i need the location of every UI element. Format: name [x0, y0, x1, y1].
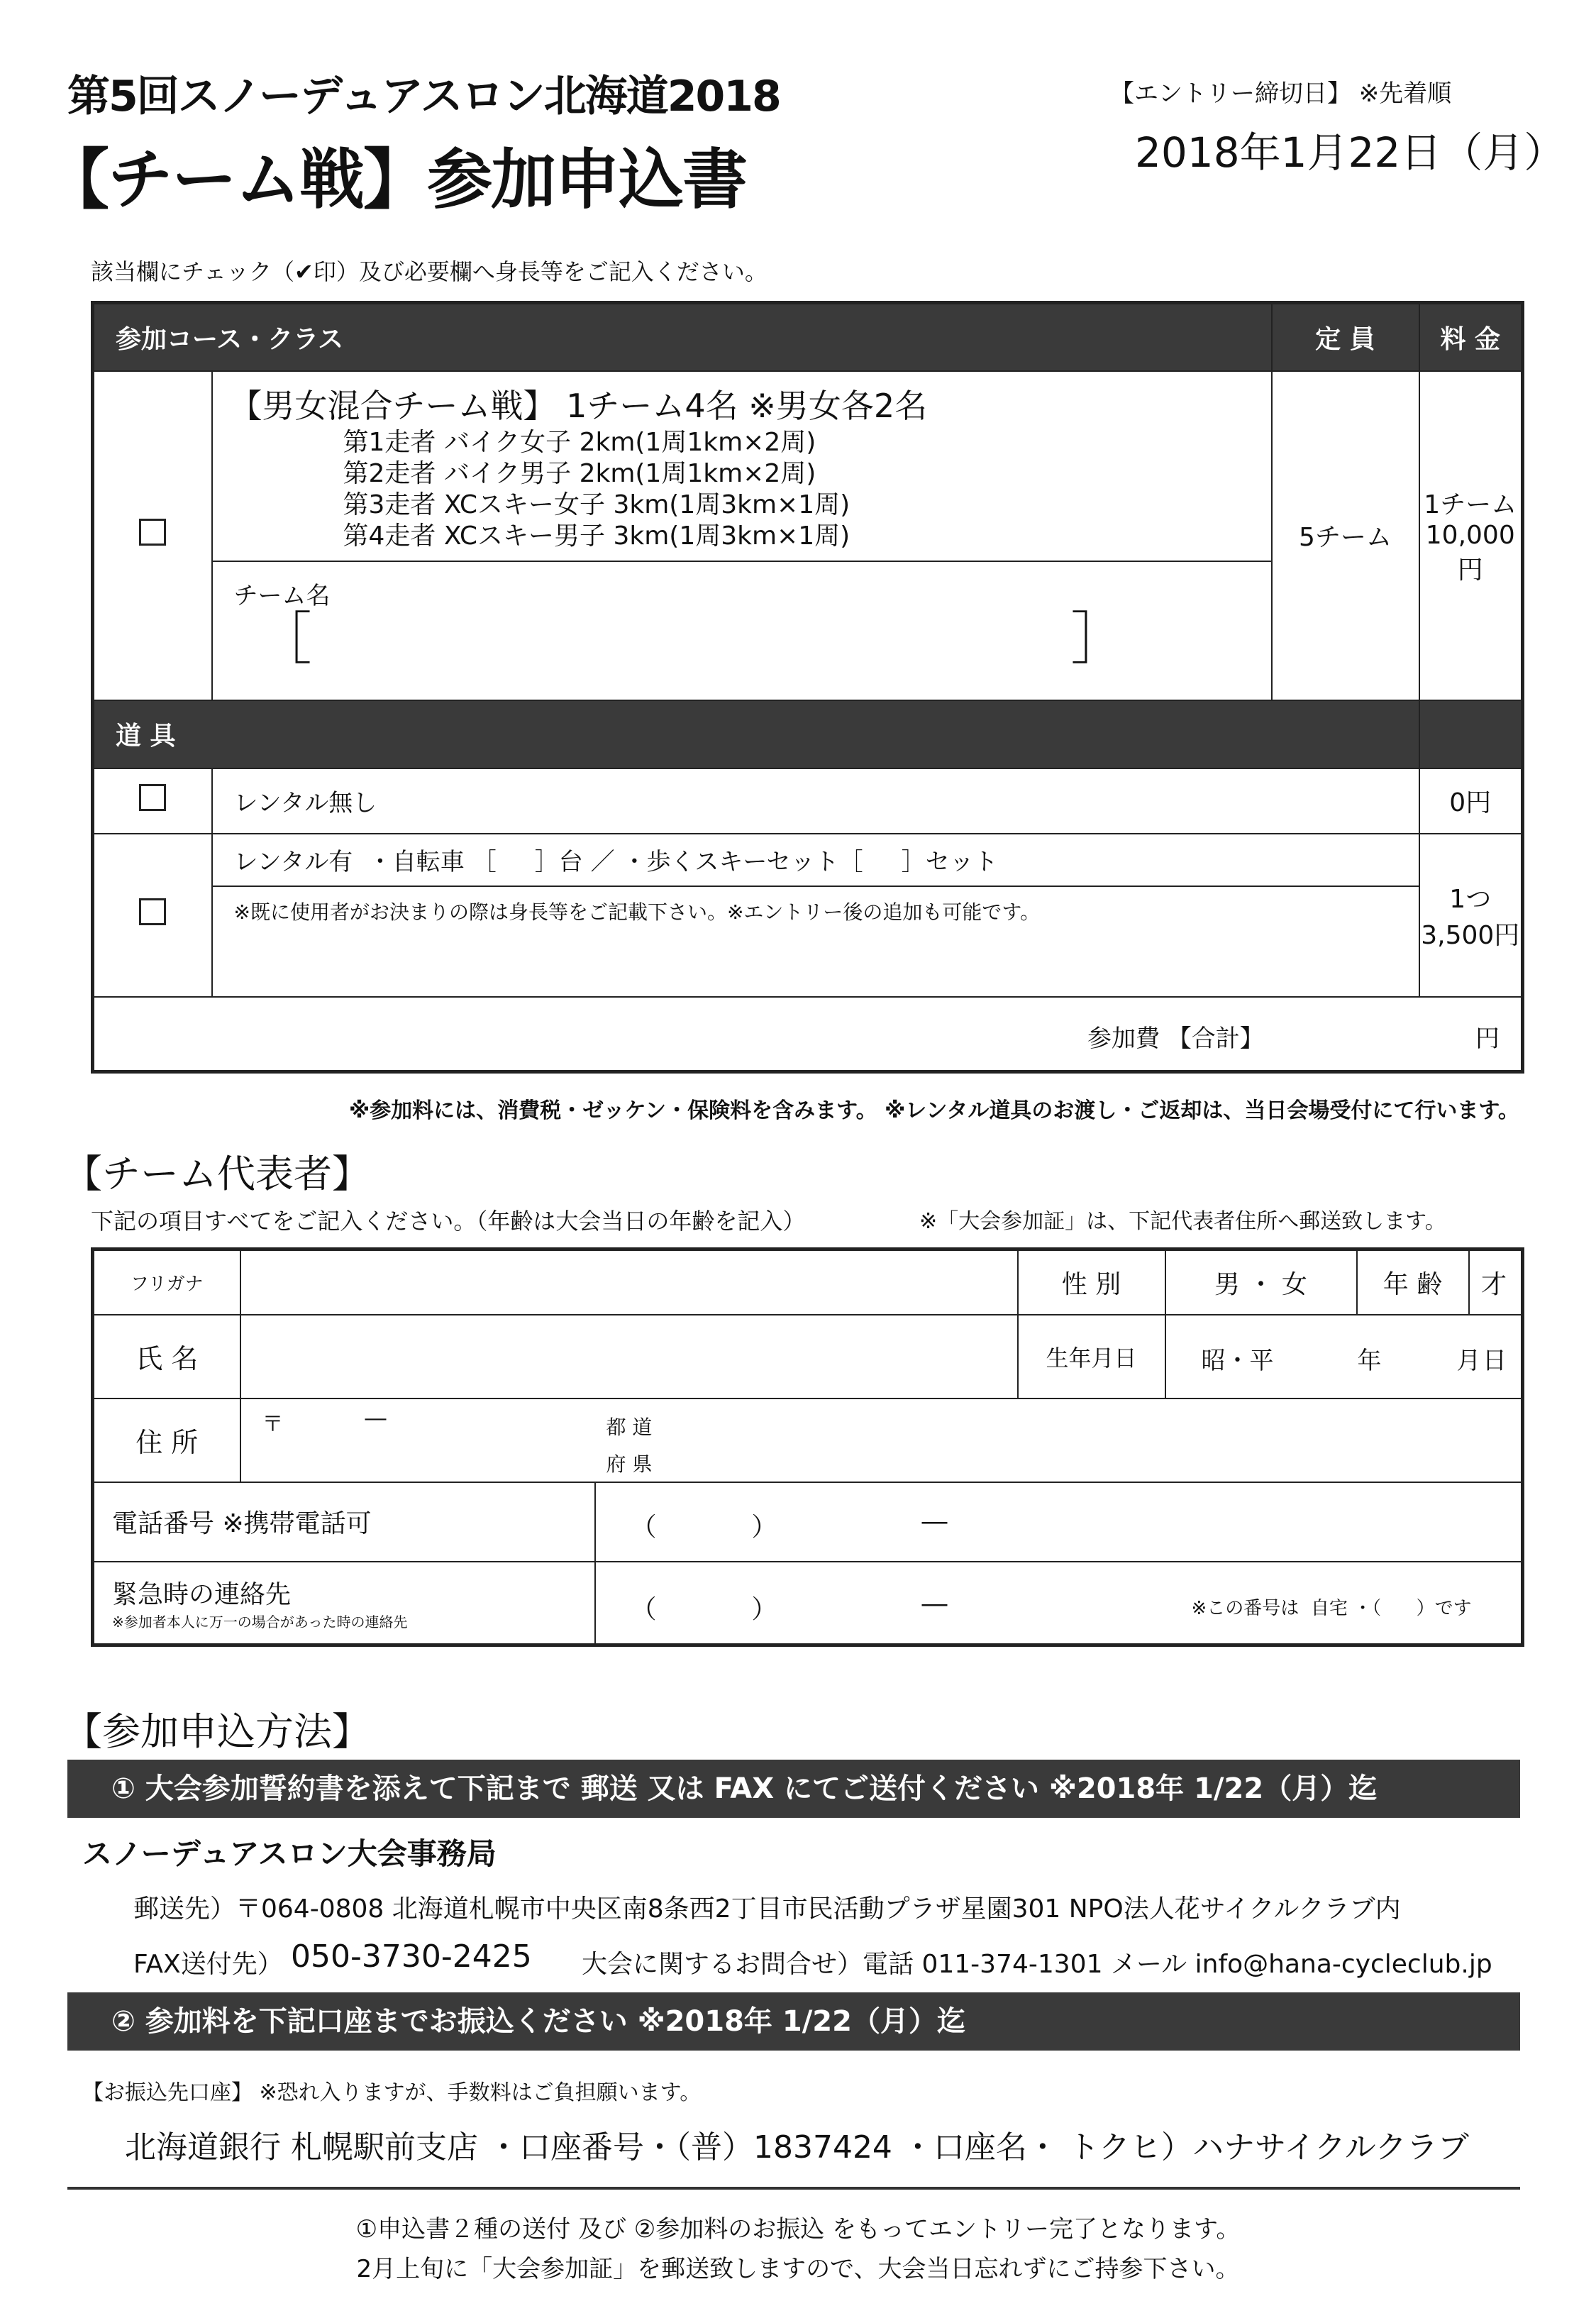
- contact-line: 大会に関するお問合せ）電話 011-374-1301 メール info@hana-cycleclub.jp: [582, 1950, 1492, 1979]
- gender-value[interactable]: 男 ・ 女: [1165, 1249, 1357, 1315]
- total-row[interactable]: [93, 997, 1523, 1072]
- runner-3: 第3走者 XCスキー女子 3km(1周3km×1周): [343, 490, 850, 519]
- birth-label: 生年月日: [1018, 1315, 1165, 1399]
- birth-era: 昭・平: [1201, 1346, 1274, 1375]
- divider: [67, 2187, 1520, 2190]
- step2-bar: ② 参加料を下記口座までお振込ください ※2018年 1/22（月）迄: [67, 1992, 1520, 2051]
- total-label: 参加費 【合計】: [1087, 1024, 1264, 1053]
- emergency-input[interactable]: [595, 1562, 1523, 1645]
- rental-note[interactable]: ※既に使用者がお決まりの際は身長等をご記載下さい。※エントリー後の追加も可能です。: [212, 886, 1419, 997]
- address-label: 住 所: [93, 1399, 240, 1482]
- mail-line: 郵送先）〒064-0808 北海道札幌市中央区南8条西2丁目市民活動プラザ星園301 NPO法人花サイクルクラブ内: [133, 1894, 1401, 1924]
- capacity-header: 定 員: [1272, 303, 1419, 371]
- office-name: スノーデュアスロン大会事務局: [82, 1836, 497, 1871]
- todo-bottom: 府 県: [606, 1452, 653, 1476]
- team-name-field[interactable]: [212, 561, 1272, 700]
- phone-open: （: [631, 1512, 657, 1542]
- name-input[interactable]: [240, 1315, 1018, 1399]
- fee-value: [1419, 371, 1523, 700]
- step1-bar: ① 大会参加誓約書を添えて下記まで 郵送 又は FAX にてご送付ください ※2018年 1/22（月）迄: [67, 1760, 1520, 1818]
- course-checkbox-cell[interactable]: [93, 371, 212, 700]
- furigana-label: フリガナ: [93, 1249, 240, 1315]
- emergency-dash: ―: [921, 1589, 948, 1618]
- fax-number: 050-3730-2425: [291, 1938, 532, 1975]
- emergency-close: ）: [751, 1594, 777, 1624]
- account-label: 【お振込先口座】 ※恐れ入りますが、手数料はご負担願います。: [82, 2080, 702, 2105]
- birth-year: 年: [1357, 1346, 1382, 1375]
- footer-line1: ①申込書２種の送付 及び ②参加料のお振込 をもってエントリー完了となります。: [355, 2215, 1241, 2244]
- total-unit: 円: [1475, 1024, 1500, 1053]
- age-label: 年 齢: [1357, 1249, 1469, 1315]
- method-title: 【参加申込方法】: [64, 1709, 370, 1754]
- birth-input[interactable]: [1165, 1315, 1523, 1399]
- name-label: 氏 名: [93, 1315, 240, 1399]
- phone-input[interactable]: [595, 1482, 1523, 1562]
- course-table: [91, 301, 1524, 1074]
- runner-2: 第2走者 バイク男子 2km(1周1km×2周): [343, 458, 816, 488]
- fee-line2: 10,000円: [1425, 521, 1515, 585]
- course-detail: [212, 371, 1272, 561]
- no-rental-label: レンタル無し: [212, 768, 1419, 834]
- rep-note: ※「大会参加証」は、下記代表者住所へ郵送致します。: [919, 1209, 1446, 1234]
- age-unit[interactable]: 才: [1469, 1249, 1523, 1315]
- deadline-label: 【エントリー締切日】 ※先着順: [1110, 79, 1452, 108]
- birth-month: 月: [1456, 1346, 1481, 1375]
- fax-label: FAX送付先）: [133, 1950, 283, 1979]
- account-line: 北海道銀行 札幌駅前支店 ・口座番号・（普）1837424 ・口座名・ トクヒ）ハナサイクルクラブ: [125, 2129, 1469, 2166]
- phone-label: 電話番号 ※携帯電話可: [93, 1482, 595, 1562]
- no-rental-checkbox-cell[interactable]: [93, 768, 212, 834]
- rep-table: [91, 1247, 1524, 1647]
- postal-mark: 〒: [262, 1411, 284, 1437]
- capacity-value: 5チーム: [1272, 371, 1419, 700]
- team-name-label: チーム名: [233, 581, 331, 610]
- deadline-date: 2018年1月22日（月）: [1135, 128, 1565, 177]
- form-title: 【チーム戦】参加申込書: [44, 142, 747, 218]
- rental-line[interactable]: レンタル有 ・自転車 ［ ］台 ／ ・歩くスキーセット［ ］セット: [212, 834, 1419, 886]
- rental-fee-line2: 3,500円: [1421, 920, 1520, 950]
- equipment-header-blank: [1419, 700, 1523, 768]
- no-rental-checkbox[interactable]: [139, 784, 166, 811]
- course-checkbox[interactable]: [139, 519, 166, 546]
- rental-checkbox-cell[interactable]: [93, 834, 212, 997]
- course-title: 【男女混合チーム戦】 1チーム4名 ※男女各2名: [229, 386, 928, 425]
- fee-line1: 1チーム: [1424, 490, 1517, 519]
- rental-checkbox[interactable]: [139, 898, 166, 925]
- team-name-bracket-right: ］: [1070, 605, 1128, 672]
- emergency-label: 緊急時の連絡先: [112, 1579, 292, 1609]
- rep-title: 【チーム代表者】: [64, 1152, 370, 1196]
- runner-1: 第1走者 バイク女子 2km(1周1km×2周): [343, 427, 816, 457]
- footer-line2: 2月上旬に「大会参加証」を郵送致しますので、大会当日忘れずにご持参下さい。: [356, 2255, 1240, 2283]
- emergency-open: （: [631, 1594, 657, 1624]
- phone-dash: ―: [921, 1506, 948, 1536]
- rental-fee-line1: 1つ: [1449, 884, 1492, 914]
- no-rental-fee: 0円: [1419, 768, 1523, 834]
- todo-top: 都 道: [606, 1415, 653, 1439]
- fee-header: 料 金: [1419, 303, 1523, 371]
- rep-instruction: 下記の項目すべてをご記入ください。（年齢は大会当日の年齢を記入）: [91, 1208, 806, 1235]
- course-header: 参加コース・クラス: [93, 303, 1272, 371]
- equipment-header: 道 具: [93, 700, 1419, 768]
- runner-4: 第4走者 XCスキー男子 3km(1周3km×1周): [343, 521, 850, 551]
- gender-label: 性 別: [1018, 1249, 1165, 1315]
- birth-day: 日: [1483, 1346, 1507, 1375]
- rental-fee: [1419, 834, 1523, 997]
- phone-close: ）: [751, 1512, 777, 1542]
- fee-note: ※参加料には、消費税・ゼッケン・保険料を含みます。 ※レンタル道具のお渡し・ご返却は、当日会場受付にて行います。: [349, 1098, 1519, 1123]
- address-input[interactable]: [240, 1399, 1523, 1482]
- team-name-bracket-left: ［: [255, 605, 312, 672]
- emergency-note: ※この番号は 自宅 ・（ ）です: [1191, 1597, 1472, 1619]
- postal-dash: ―: [365, 1406, 387, 1431]
- event-title: 第5回スノーデュアスロン北海道2018: [67, 72, 780, 121]
- furigana-input[interactable]: [240, 1249, 1018, 1315]
- instruction: 該当欄にチェック（✔印）及び必要欄へ身長等をご記入ください。: [91, 258, 767, 285]
- emergency-label-cell: [93, 1562, 595, 1645]
- emergency-sub: ※参加者本人に万一の場合があった時の連絡先: [112, 1613, 408, 1631]
